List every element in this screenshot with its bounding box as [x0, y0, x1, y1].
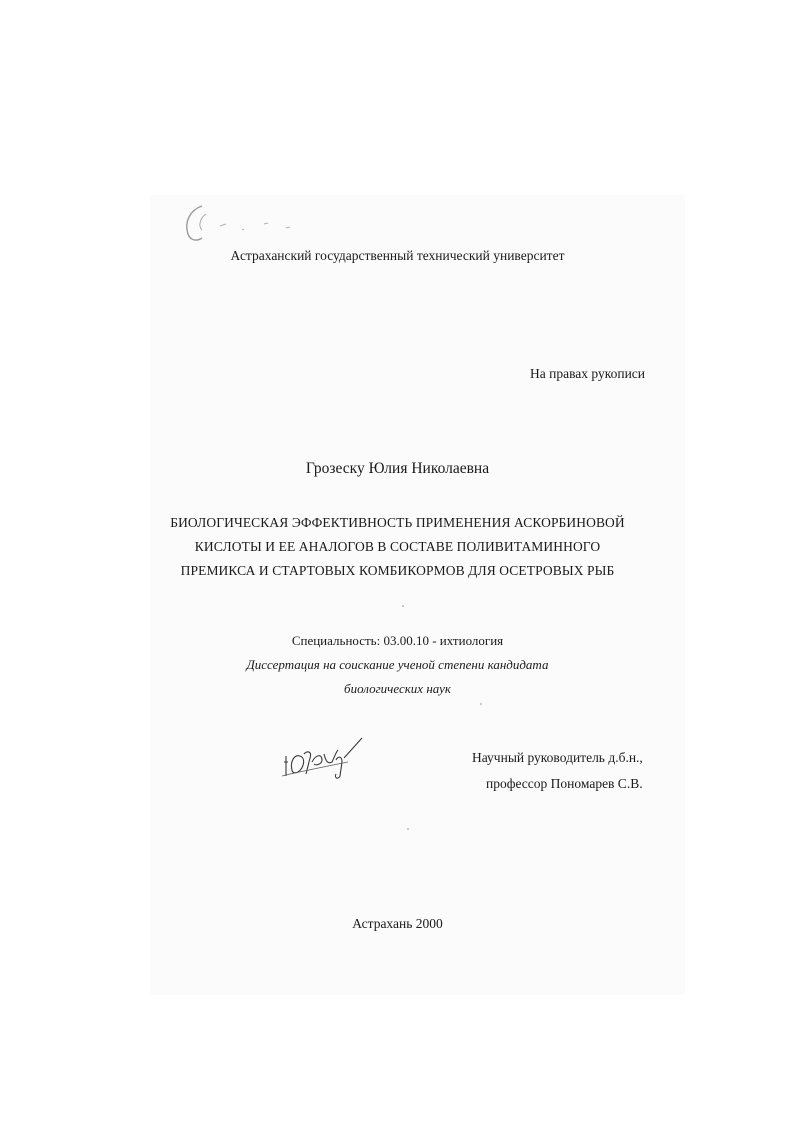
- degree-line: биологических наук: [344, 681, 451, 696]
- supervisor-degree: Научный руководитель д.б.н.,: [472, 750, 643, 765]
- university-name: Астраханский государственный технический университет: [230, 248, 565, 263]
- thesis-title-line: ПРЕМИКСА И СТАРТОВЫХ КОМБИКОРМОВ ДЛЯ ОСЕТРОВЫХ РЫБ: [180, 563, 615, 578]
- degree-line: Диссертация на соискание ученой степени кандидата: [246, 657, 549, 672]
- handwritten-signature: [278, 732, 368, 784]
- scan-speck: [480, 703, 482, 705]
- thesis-title-line: КИСЛОТЫ И ЕЕ АНАЛОГОВ В СОСТАВЕ ПОЛИВИТАМИННОГО: [194, 539, 601, 554]
- author-name: Грозеску Юлия Николаевна: [305, 460, 490, 477]
- scanned-page: [150, 195, 685, 995]
- thesis-title-line: БИОЛОГИЧЕСКАЯ ЭФФЕКТИВНОСТЬ ПРИМЕНЕНИЯ АСКОРБИНОВОЙ: [170, 515, 625, 530]
- supervisor-name: профессор Пономарев С.В.: [486, 776, 643, 791]
- manuscript-rights-note: На правах рукописи: [530, 366, 646, 381]
- scan-speck: [402, 605, 404, 607]
- specialty: Специальность: 03.00.10 - ихтиология: [291, 633, 504, 648]
- city-and-year: Астрахань 2000: [352, 916, 443, 931]
- pencil-mark: [180, 200, 310, 250]
- scan-speck: [407, 828, 409, 830]
